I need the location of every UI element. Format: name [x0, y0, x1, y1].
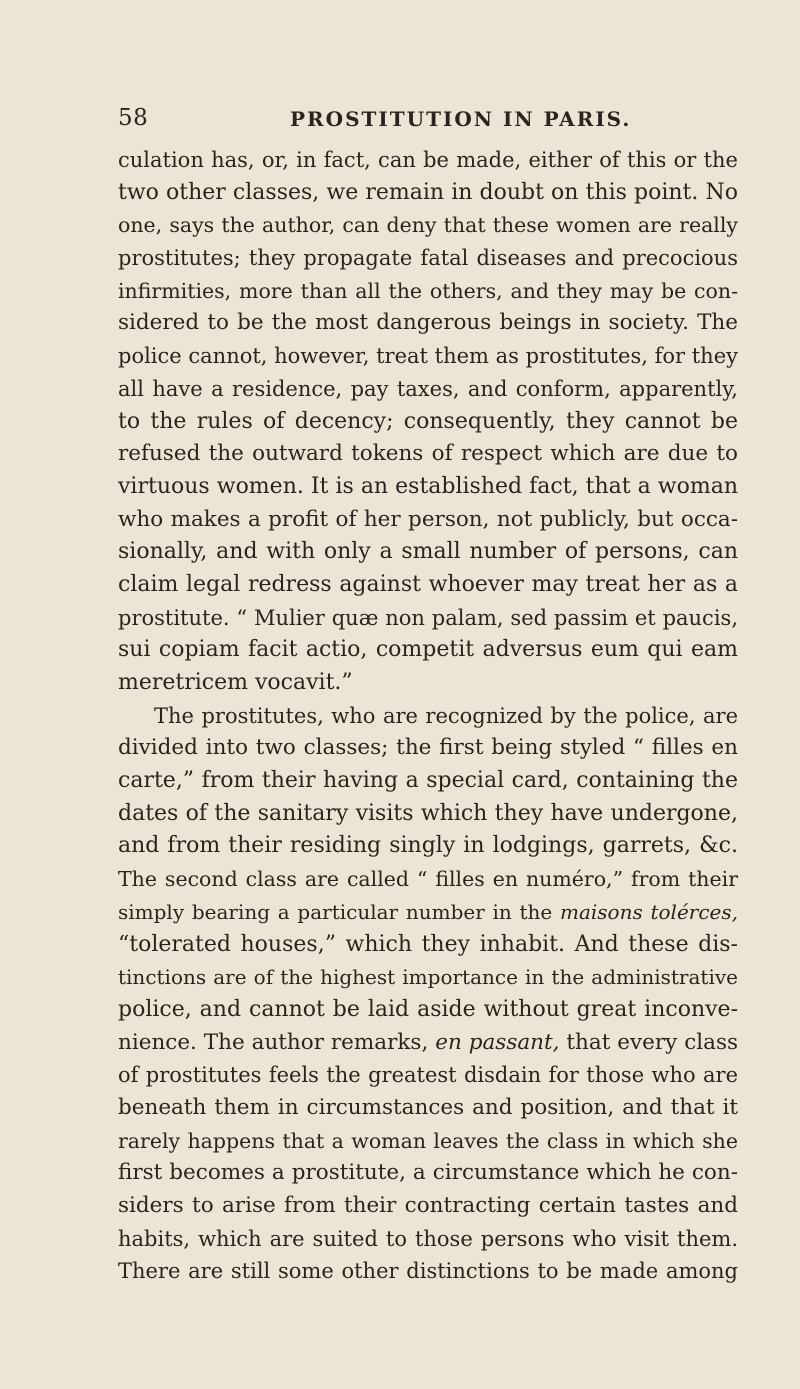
text-segment: that every class	[566, 1029, 739, 1055]
text-line: police cannot, however, treat them as prostitutes, for they	[118, 344, 738, 369]
text-line: divided into two classes; the first being styled “ filles en	[118, 735, 738, 761]
text-line: prostitutes; they propagate fatal diseases and precocious	[118, 246, 738, 271]
text-line: infirmities, more than all the others, and they may be con-	[118, 278, 738, 303]
text-line: police, and cannot be laid aside without great inconve-	[118, 996, 738, 1022]
text-line: refused the outward tokens of respect which are due to	[118, 441, 738, 467]
text-line: to the rules of decency; consequently, they cannot be	[118, 408, 738, 434]
text-line: two other classes, we remain in doubt on this point. No	[118, 179, 738, 205]
italic-phrase: maisons tolérces,	[560, 899, 738, 924]
text-line: meretricem vocavit.”	[118, 670, 353, 695]
text-line: virtuous women. It is an established fact, that a woman	[118, 473, 738, 499]
body-text	[118, 144, 738, 1288]
text-line: carte,” from their having a special card, containing the	[118, 768, 738, 794]
text-line: prostitute. “ Mulier quæ non palam, sed passim et paucis,	[118, 605, 738, 630]
text-line: first becomes a prostitute, a circumstance which he con-	[118, 1160, 738, 1186]
running-title: PROSTITUTION IN PARIS.	[290, 107, 632, 131]
text-line: and from their residing singly in lodgings, garrets, &c.	[118, 833, 738, 859]
paragraph-2	[118, 700, 738, 1288]
text-line: sidered to be the most dangerous beings in society. The	[118, 310, 738, 336]
paragraph-1	[118, 144, 738, 700]
text-segment: nience. The author remarks,	[118, 1029, 429, 1055]
text-line	[118, 1027, 738, 1060]
text-line: sionally, and with only a small number of persons, can	[118, 539, 738, 565]
text-line: The prostitutes, who are recognized by the police, are	[154, 703, 738, 728]
text-line: tinctions are of the highest importance in the administrative	[118, 965, 738, 990]
text-line: There are still some other distinctions to be made among	[118, 1259, 738, 1284]
text-line: “tolerated houses,” which they inhabit. And these dis-	[118, 931, 738, 957]
running-head	[118, 105, 738, 139]
text-line: who makes a profit of her person, not publicly, but occa-	[118, 506, 738, 532]
text-line: one, says the author, can deny that these women are really	[118, 213, 738, 238]
text-line	[118, 896, 738, 929]
text-line: of prostitutes feels the greatest disdain for those who are	[118, 1063, 738, 1088]
text-line: dates of the sanitary visits which they have undergone,	[118, 800, 738, 826]
text-line: The second class are called “ filles en numéro,” from their	[118, 867, 738, 892]
italic-phrase: en passant,	[435, 1029, 560, 1055]
text-line: beneath them in circumstances and position, and that it	[118, 1094, 738, 1120]
text-line: culation has, or, in fact, can be made, either of this or the	[118, 148, 738, 172]
text-line: claim legal redress against whoever may treat her as a	[118, 571, 738, 597]
text-line: all have a residence, pay taxes, and conform, apparently,	[118, 376, 738, 401]
page-number: 58	[118, 105, 149, 131]
text-segment: simply bearing a particular number in the	[118, 899, 553, 924]
text-line: siders to arise from their contracting certain tastes and	[118, 1193, 738, 1218]
text-line: sui copiam facit actio, competit adversus eum qui eam	[118, 637, 738, 663]
text-line: habits, which are suited to those persons who visit them.	[118, 1226, 738, 1251]
text-line: rarely happens that a woman leaves the class in which she	[118, 1128, 738, 1153]
